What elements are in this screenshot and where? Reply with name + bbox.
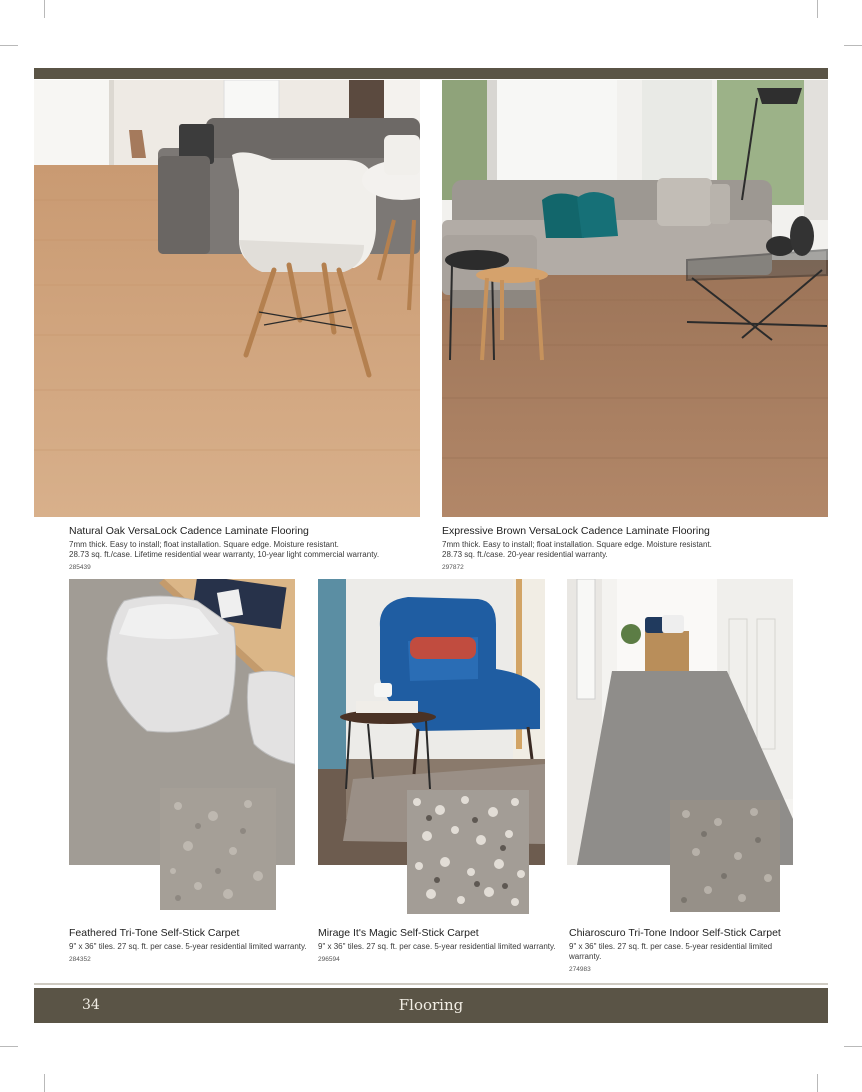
section-title: Flooring xyxy=(398,996,464,1014)
footer-divider xyxy=(34,983,828,985)
crop-mark xyxy=(44,0,45,18)
product-sku: 297872 xyxy=(442,564,464,571)
feathered-carpet-swatch xyxy=(158,786,278,912)
product-description: 7mm thick. Easy to install; float installation. Square edge. Moisture resistant. xyxy=(69,540,339,549)
expressive-brown-room-photo xyxy=(442,80,828,517)
mirage-carpet-swatch xyxy=(405,788,531,916)
crop-mark xyxy=(844,1046,862,1047)
product-title: Mirage It's Magic Self-Stick Carpet xyxy=(318,927,479,939)
crop-mark xyxy=(44,1074,45,1092)
natural-oak-room-photo xyxy=(34,80,420,517)
product-description: 7mm thick. Easy to install; float installation. Square edge. Moisture resistant. xyxy=(442,540,712,549)
product-caption xyxy=(69,525,429,571)
product-description: 28.73 sq. ft./case. 20-year residential warranty. xyxy=(442,550,608,559)
crop-mark xyxy=(817,0,818,18)
product-sku: 296594 xyxy=(318,956,340,963)
page-number: 34 xyxy=(82,997,100,1013)
product-sku: 284352 xyxy=(69,956,91,963)
crop-mark xyxy=(844,45,862,46)
crop-mark xyxy=(0,1046,18,1047)
product-title: Chiaroscuro Tri-Tone Indoor Self-Stick Carpet xyxy=(569,927,781,939)
product-sku: 285439 xyxy=(69,564,91,571)
product-title: Expressive Brown VersaLock Cadence Laminate Flooring xyxy=(442,525,710,537)
header-bar xyxy=(34,68,828,79)
product-caption xyxy=(69,927,309,963)
crop-mark xyxy=(817,1074,818,1092)
product-description: 9" x 36" tiles. 27 sq. ft. per case. 5-year residential limited warranty. xyxy=(318,942,556,951)
product-title: Natural Oak VersaLock Cadence Laminate Flooring xyxy=(69,525,309,537)
product-description: 9" x 36" tiles. 27 sq. ft. per case. 5-year residential limited warranty. xyxy=(569,942,773,961)
chiaroscuro-carpet-swatch xyxy=(668,798,782,914)
product-caption xyxy=(318,927,558,963)
product-caption xyxy=(569,927,791,973)
product-description: 28.73 sq. ft./case. Lifetime residential wear warranty, 10-year light commercial warranty. xyxy=(69,550,380,559)
crop-mark xyxy=(0,45,18,46)
product-sku: 274983 xyxy=(569,966,591,973)
product-title: Feathered Tri-Tone Self-Stick Carpet xyxy=(69,927,240,939)
footer-bar xyxy=(34,988,828,1023)
product-caption xyxy=(442,525,822,571)
product-description: 9" x 36" tiles. 27 sq. ft. per case. 5-year residential limited warranty. xyxy=(69,942,307,951)
